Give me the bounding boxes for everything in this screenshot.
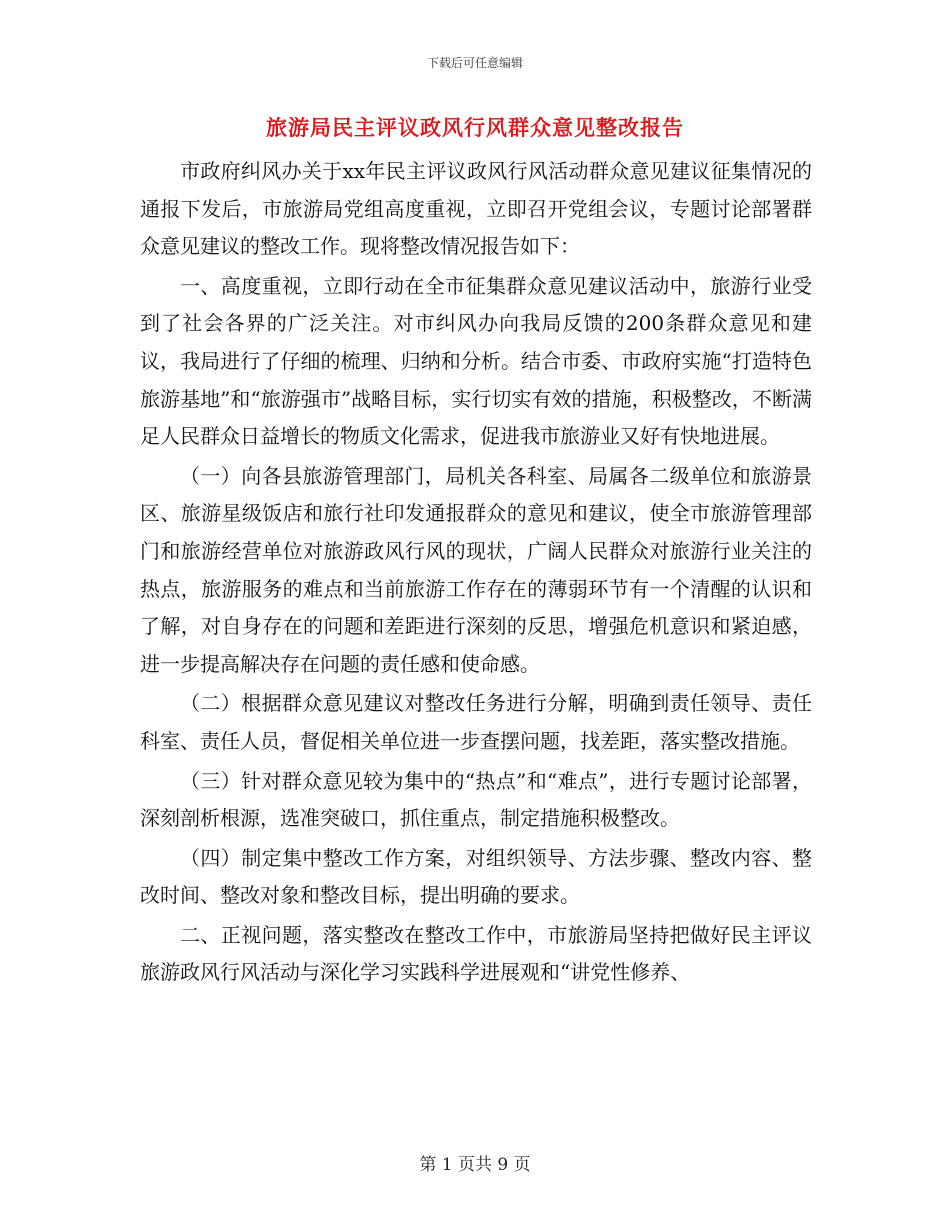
document-body [140, 153, 812, 994]
document-title: 旅游局民主评议政风行风群众意见整改报告 [266, 115, 684, 140]
paragraph-item-3: （三）针对群众意见较为集中的“热点”和“难点”，进行专题讨论部署，深刻剖析根源，选准突破口，抓住重点，制定措施积极整改。 [140, 768, 812, 831]
page-number-footer: 第 1 页共 9 页 [419, 1155, 531, 1175]
page-header-note: 下载后可任意编辑 [426, 56, 523, 70]
paragraph-intro: 市政府纠风办关于xx年民主评议政风行风活动群众意见建议征集情况的通报下发后，市旅游局党组高度重视，立即召开党组会议，专题讨论部署群众意见建议的整改工作。现将整改情况报告如下： [140, 159, 812, 259]
paragraph-item-2: （二）根据群众意见建议对整改任务进行分解，明确到责任领导、责任科室、责任人员，督促相关单位进一步查摆问题，找差距，落实整改措施。 [140, 691, 812, 753]
paragraph-section-2: 二、正视问题，落实整改在整改工作中，市旅游局坚持把做好民主评议旅游政风行风活动与深化学习实践科学进展观和“讲党性修养、 [140, 922, 812, 985]
paragraph-item-1: （一）向各县旅游管理部门，局机关各科室、局属各二级单位和旅游景区、旅游星级饭店和旅行社印发通报群众的意见和建议，使全市旅游管理部门和旅游经营单位对旅游政风行风的现状，广阔人民群众对旅游行业关注的热点，旅游服务的难点和当前旅游工作存在的薄弱环节有一个清醒的认识和了解，对自身存在的问题和差距进行深刻的反思，增强危机意识和紧迫感，进一步提高解决存在问题的责任感和使命感。 [140, 463, 812, 676]
paragraph-item-4: （四）制定集中整改工作方案，对组织领导、方法步骤、整改内容、整改时间、整改对象和整改目标，提出明确的要求。 [140, 845, 812, 908]
paragraph-section-1: 一、高度重视，立即行动在全市征集群众意见建议活动中，旅游行业受到了社会各界的广泛关注。对市纠风办向我局反馈的200条群众意见和建议，我局进行了仔细的梳理、归纳和分析。结合市委、市政府实施“打造特色旅游基地”和“旅游强市”战略目标，实行切实有效的措施，积极整改，不断满足人民群众日益增长的物质文化需求，促进我市旅游业又好有快地进展。 [140, 273, 812, 449]
